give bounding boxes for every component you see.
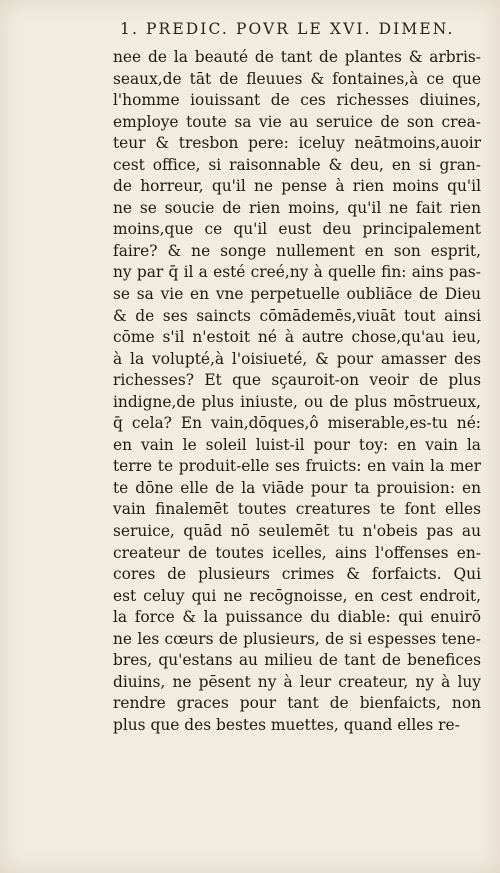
text-line: employe toute sa vie au seruice de son crea- bbox=[113, 112, 481, 131]
text-line: seaux,de tāt de fleuues & fontaines,à ce que bbox=[113, 69, 481, 88]
running-head: 1. PREDIC. POVR LE XVI. DIMEN. bbox=[120, 20, 455, 38]
text-line: cest office, si raisonnable & deu, en si gran- bbox=[113, 155, 481, 174]
text-line: terre te produit-elle ses fruicts: en vain la mer bbox=[113, 457, 481, 476]
text-line: teur & tresbon pere: iceluy neātmoins,auoir bbox=[113, 134, 481, 153]
text-line: de horreur, qu'il ne pense à rien moins qu'il bbox=[113, 177, 481, 196]
text-line: q̄ cela? En vain,dōques,ô miserable,es-tu né: bbox=[113, 414, 481, 433]
text-line: se sa vie en vne perpetuelle oubliāce de Dieu bbox=[113, 285, 481, 304]
text-line: te dōne elle de la viāde pour ta prouision: en bbox=[113, 478, 481, 497]
text-line: richesses? Et que sçauroit-on veoir de plus bbox=[113, 371, 481, 390]
text-line: seruice, quād nō seulemēt tu n'obeis pas au bbox=[113, 522, 481, 541]
text-line: ne se soucie de rien moins, qu'il ne fait rien bbox=[113, 198, 481, 217]
text-line: plus que des bestes muettes, quand elles re- bbox=[113, 715, 460, 734]
text-line: est celuy qui ne recōgnoisse, en cest endroit, bbox=[113, 586, 481, 605]
text-line: nee de la beauté de tant de plantes & arbris- bbox=[113, 48, 481, 66]
text-line: & de ses saincts cōmādemēs,viuāt tout ainsi bbox=[113, 306, 481, 325]
text-line: cores de plusieurs crimes & forfaicts. Qui bbox=[113, 565, 481, 584]
text-line: rendre graces pour tant de bienfaicts, non bbox=[113, 694, 481, 713]
text-line: ny par q̄ il a esté creé,ny à quelle fin: ains pas- bbox=[113, 263, 481, 282]
text-line: ne les cœurs de plusieurs, de si espesses tene- bbox=[113, 629, 481, 648]
body-text bbox=[113, 47, 481, 737]
text-line: cōme s'il n'estoit né à autre chose,qu'au ieu, bbox=[113, 328, 481, 347]
text-line: l'homme iouissant de ces richesses diuines, bbox=[113, 91, 481, 110]
text-line: en vain le soleil luist-il pour toy: en vain la bbox=[113, 435, 481, 454]
text-line: à la volupté,à l'oisiueté, & pour amasser des bbox=[113, 349, 481, 368]
text-line: la force & la puissance du diable: qui enuirō bbox=[113, 608, 481, 627]
text-line: createur de toutes icelles, ains l'offenses en- bbox=[113, 543, 481, 562]
text-line: bres, qu'estans au milieu de tant de benefices bbox=[113, 651, 481, 670]
text-line: moins,que ce qu'il eust deu principalement bbox=[113, 220, 481, 239]
text-line: indigne,de plus iniuste, ou de plus mōstrueux, bbox=[113, 392, 481, 411]
text-line: vain finalemēt toutes creatures te font elles bbox=[113, 500, 481, 519]
text-line: diuins, ne pēsent ny à leur createur, ny à luy bbox=[113, 672, 481, 691]
text-line: faire? & ne songe nullement en son esprit, bbox=[113, 241, 481, 260]
